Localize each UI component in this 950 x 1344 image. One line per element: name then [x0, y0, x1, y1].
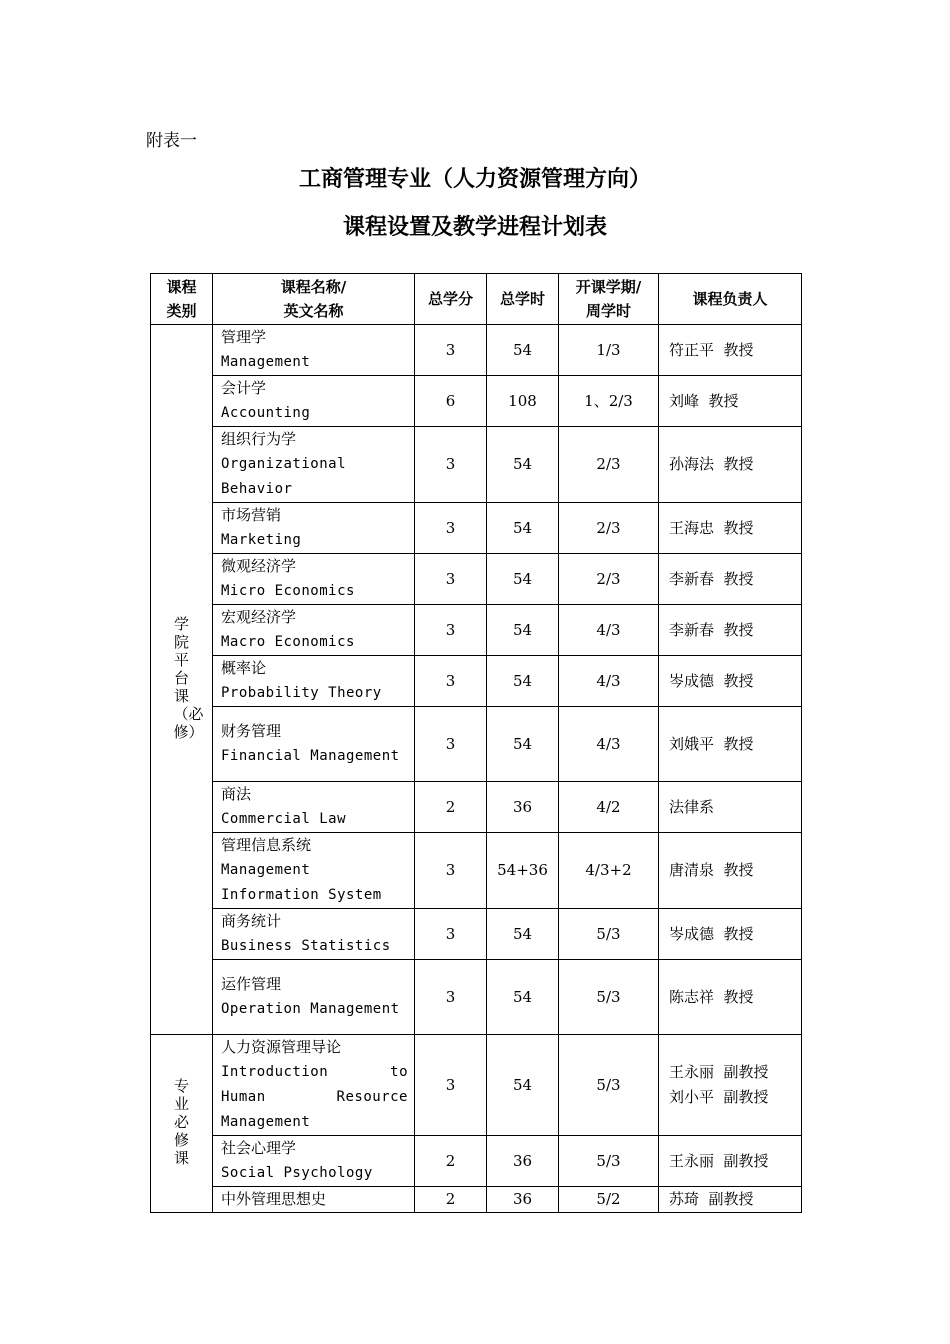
hours-cell: 36 [487, 1136, 559, 1187]
term-cell: 4/3 [559, 707, 659, 782]
course-name-cell [213, 376, 415, 427]
table-header-row [151, 274, 802, 325]
credits-cell: 3 [415, 427, 487, 503]
table-row [151, 503, 802, 554]
table-row [151, 554, 802, 605]
hours-cell: 54 [487, 656, 559, 707]
hours-cell: 54 [487, 325, 559, 376]
course-name-en: Management [221, 354, 311, 370]
table-row [151, 909, 802, 960]
owner-name: 陈志祥 教授 [669, 987, 754, 1006]
term-cell: 2/3 [559, 427, 659, 503]
credits-cell: 2 [415, 1187, 487, 1213]
owner-name: 刘峰 教授 [669, 391, 739, 410]
hours-cell: 54 [487, 960, 559, 1035]
credits-cell: 3 [415, 325, 487, 376]
owner-cell [659, 833, 802, 909]
table-row [151, 707, 802, 782]
table-row [151, 325, 802, 376]
hours-cell: 108 [487, 376, 559, 427]
course-name-en: Operation Management [221, 1001, 400, 1017]
header-credits: 总学分 [415, 274, 487, 325]
course-name-cn: 中外管理思想史 [221, 1190, 327, 1208]
category-cell [151, 325, 213, 1035]
credits-cell: 6 [415, 376, 487, 427]
owner-cell [659, 960, 802, 1035]
table-row [151, 376, 802, 427]
course-name-cell [213, 1187, 415, 1213]
owner-cell [659, 325, 802, 376]
course-name-cn: 社会心理学 [221, 1139, 297, 1157]
course-name-cn: 商法 [221, 785, 252, 803]
credits-cell: 3 [415, 1035, 487, 1136]
category-label: 学院平台课（必修） [173, 614, 204, 741]
owner-name: 符正平 教授 [669, 340, 754, 359]
course-name-cn: 会计学 [221, 379, 267, 397]
table-row [151, 1136, 802, 1187]
table-row [151, 1035, 802, 1136]
owner-cell [659, 707, 802, 782]
course-name-cell [213, 909, 415, 960]
course-name-en: Accounting [221, 405, 311, 421]
course-name-cn: 市场营销 [221, 506, 282, 524]
owner-name: 苏琦 副教授 [669, 1190, 754, 1208]
owner-cell [659, 909, 802, 960]
course-name-cell [213, 960, 415, 1035]
owner-cell [659, 503, 802, 554]
term-cell: 5/3 [559, 1136, 659, 1187]
hours-cell: 36 [487, 1187, 559, 1213]
hours-cell: 54 [487, 554, 559, 605]
table-row [151, 1187, 802, 1213]
owner-name: 刘小平 副教授 [669, 1088, 769, 1106]
owner-name: 李新春 教授 [669, 620, 754, 639]
hours-cell: 54 [487, 605, 559, 656]
owner-name: 唐清泉 教授 [669, 861, 754, 879]
owner-cell [659, 554, 802, 605]
hours-cell: 54 [487, 427, 559, 503]
table-row [151, 833, 802, 909]
course-name-en: Organizational Behavior [221, 456, 355, 497]
course-name-en: Business Statistics [221, 938, 391, 954]
course-name-cn: 商务统计 [221, 912, 282, 930]
course-name-cell [213, 554, 415, 605]
course-name-cn: 运作管理 [221, 975, 282, 993]
table-row [151, 605, 802, 656]
course-name-cn: 管理学 [221, 328, 267, 346]
term-cell: 5/3 [559, 1035, 659, 1136]
course-name-cn: 组织行为学 [221, 430, 297, 448]
course-name-en: Commercial Law [221, 811, 347, 827]
credits-cell: 3 [415, 503, 487, 554]
term-cell: 2/3 [559, 554, 659, 605]
credits-cell: 3 [415, 707, 487, 782]
hours-cell: 54 [487, 909, 559, 960]
course-name-cell [213, 605, 415, 656]
course-name-cell [213, 427, 415, 503]
owner-cell [659, 1035, 802, 1136]
credits-cell: 3 [415, 554, 487, 605]
header-course-name: 课程名称/ 英文名称 [213, 274, 415, 325]
course-name-cell [213, 503, 415, 554]
course-name-cn: 人力资源管理导论 [221, 1038, 342, 1056]
header-owner: 课程负责人 [659, 274, 802, 325]
course-name-en: Introduction to Human Resource Management [221, 1064, 417, 1130]
credits-cell: 3 [415, 909, 487, 960]
course-name-cell [213, 1136, 415, 1187]
term-cell: 4/3+2 [559, 833, 659, 909]
owner-cell [659, 1136, 802, 1187]
course-name-en: Micro Economics [221, 583, 355, 599]
credits-cell: 3 [415, 960, 487, 1035]
owner-cell [659, 1187, 802, 1213]
term-cell: 1/3 [559, 325, 659, 376]
course-name-en: Social Psychology [221, 1165, 373, 1181]
appendix-label: 附表一 [146, 131, 197, 151]
course-name-cn: 财务管理 [221, 722, 282, 740]
course-table [150, 273, 802, 1213]
term-cell: 2/3 [559, 503, 659, 554]
owner-cell [659, 427, 802, 503]
hours-cell: 54 [487, 503, 559, 554]
hours-cell: 36 [487, 782, 559, 833]
table-row [151, 427, 802, 503]
course-name-cn: 概率论 [221, 659, 267, 677]
course-name-cell [213, 707, 415, 782]
owner-name: 王永丽 副教授 [669, 1151, 769, 1170]
term-cell: 4/3 [559, 605, 659, 656]
course-name-en: Financial Management [221, 748, 400, 764]
header-term: 开课学期/ 周学时 [559, 274, 659, 325]
hours-cell: 54 [487, 1035, 559, 1136]
course-name-cn: 宏观经济学 [221, 608, 297, 626]
credits-cell: 3 [415, 605, 487, 656]
page-subtitle: 课程设置及教学进程计划表 [342, 215, 607, 240]
table-row [151, 656, 802, 707]
course-name-en: Management Information System [221, 862, 382, 903]
hours-cell: 54 [487, 707, 559, 782]
course-name-en: Marketing [221, 532, 302, 548]
credits-cell: 2 [415, 782, 487, 833]
owner-name: 王永丽 副教授 [669, 1063, 769, 1081]
owner-name: 岑成德 教授 [669, 671, 754, 690]
owner-name: 李新春 教授 [669, 569, 754, 588]
course-name-cell [213, 833, 415, 909]
owner-name: 孙海法 教授 [669, 455, 754, 473]
course-name-cn: 管理信息系统 [221, 836, 312, 854]
page-title: 工商管理专业（人力资源管理方向） [298, 167, 651, 192]
term-cell: 5/3 [559, 960, 659, 1035]
owner-name: 刘娥平 教授 [669, 734, 754, 753]
term-cell: 5/2 [559, 1187, 659, 1213]
credits-cell: 3 [415, 656, 487, 707]
owner-cell [659, 656, 802, 707]
term-cell: 4/2 [559, 782, 659, 833]
owner-cell [659, 782, 802, 833]
term-cell: 4/3 [559, 656, 659, 707]
term-cell: 1、2/3 [559, 376, 659, 427]
credits-cell: 3 [415, 833, 487, 909]
course-name-cell [213, 782, 415, 833]
owner-name: 岑成德 教授 [669, 924, 754, 943]
owner-name: 法律系 [669, 797, 715, 816]
table-body [151, 325, 802, 1213]
category-label: 专业必修课 [173, 1076, 189, 1167]
course-name-cell [213, 1035, 415, 1136]
hours-cell: 54+36 [487, 833, 559, 909]
owner-name: 王海忠 教授 [669, 518, 754, 537]
header-category: 课程 类别 [151, 274, 213, 325]
course-name-en: Probability Theory [221, 685, 382, 701]
category-cell [151, 1035, 213, 1213]
course-name-cell [213, 325, 415, 376]
course-name-cn: 微观经济学 [221, 557, 297, 575]
table-row [151, 960, 802, 1035]
credits-cell: 2 [415, 1136, 487, 1187]
owner-cell [659, 376, 802, 427]
header-hours: 总学时 [487, 274, 559, 325]
owner-cell [659, 605, 802, 656]
table-row [151, 782, 802, 833]
term-cell: 5/3 [559, 909, 659, 960]
course-name-cell [213, 656, 415, 707]
course-name-en: Macro Economics [221, 634, 355, 650]
